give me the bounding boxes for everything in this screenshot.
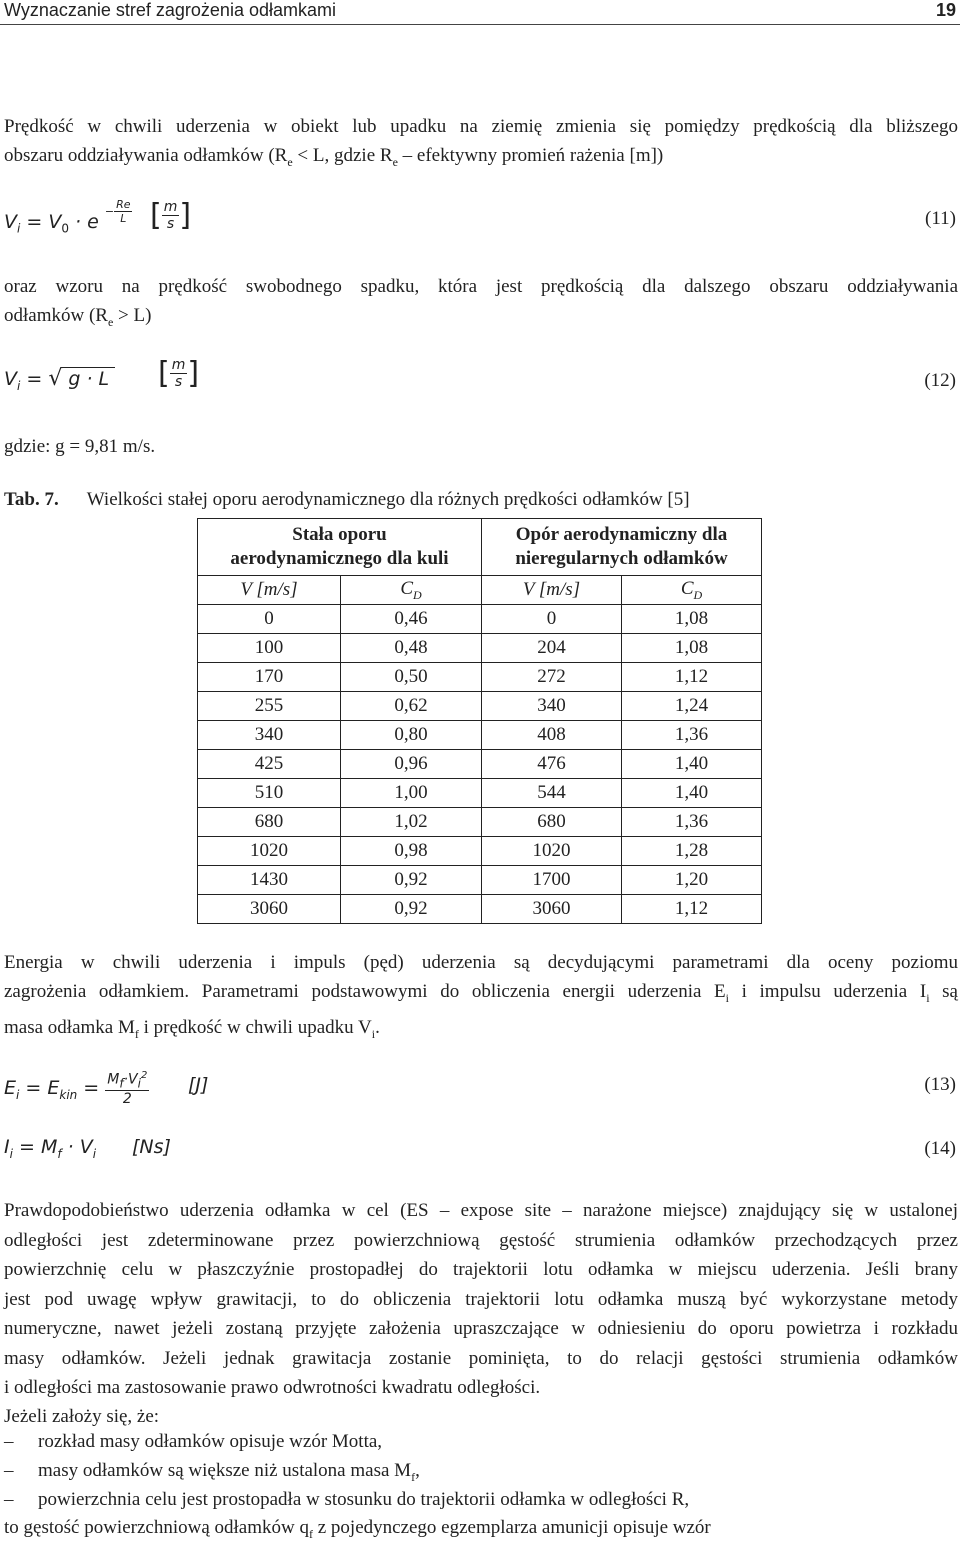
table-cell: 0,96: [341, 750, 482, 779]
table-cell: 1,12: [622, 895, 762, 924]
equation-14-number: (14): [924, 1138, 956, 1159]
table-cell: 0,46: [341, 605, 482, 634]
equation-14: $I_i = M_f \cdot V_i$: [4, 1136, 97, 1161]
table-column-header-row: [198, 576, 762, 605]
table-cell: 425: [198, 750, 341, 779]
table-cell: 1,36: [622, 808, 762, 837]
equation-11-number: (11): [925, 208, 956, 229]
table-cell: 1430: [198, 866, 341, 895]
table-cell: 1,28: [622, 837, 762, 866]
table-cell: 1020: [482, 837, 622, 866]
table-cell: 680: [482, 808, 622, 837]
paragraph-impact-velocity: Prędkość w chwili uderzenia w obiekt lub upadku na ziemię zmienia się pomiędzy prędkością dla bliższego obszaru oddziaływania odłamków ($R_e < L$, gdzie $R_e$ – efektywny promień rażenia [m]): [4, 116, 958, 169]
paragraph-probability: Prawdopodobieństwo uderzenia odłamka w cel (ES – expose site – narażone miejsce) znajdujący się w ustalonej odległości jest zdeterminowane przez powierzchniową gęstość strumienia odłamków przechodzących przez powierzchnię celu w płaszczyźnie prostopadłej do trajektorii lotu odłamka w miejscu uderzenia. Jeśli brany jest pod uwagę wpływ grawitacji, to do obliczenia trajektorii lotu odłamka muszą być wykorzystane metody numeryczne, nawet jeżeli zostaną przyjęte założenia upraszczające w odniesieniu do oporu powietrza i rozkładu masy odłamków. Jeżeli jednak grawitacja zostanie pominięta, to do relacji gęstości strumienia odłamków i odległości ma zastosowanie prawo odwrotności kwadratu odległości.: [4, 1200, 958, 1398]
table-cell: 1,12: [622, 663, 762, 692]
table-cell: 0: [482, 605, 622, 634]
table-cell: 408: [482, 721, 622, 750]
table-cell: 1,36: [622, 721, 762, 750]
table-cell: 0,80: [341, 721, 482, 750]
table-cell: 1700: [482, 866, 622, 895]
assumption-item: – masy odłamków są większe niż ustalona masa $M_f$,: [4, 1460, 420, 1484]
assumption-item: – rozkład masy odłamków opisuje wzór Motta,: [4, 1431, 383, 1452]
table-cell: 476: [482, 750, 622, 779]
equation-13-number: (13): [924, 1074, 956, 1095]
col-header-cd: $C_D$: [622, 576, 762, 605]
group-header-irregular: Opór aerodynamiczny dla nieregularnych odłamków: [482, 519, 762, 576]
table-cell: 255: [198, 692, 341, 721]
table-cell: 1,08: [622, 605, 762, 634]
drag-coefficient-table: [197, 518, 762, 924]
table-row: [198, 808, 762, 837]
table-row: [198, 692, 762, 721]
table-cell: 204: [482, 634, 622, 663]
equation-12-number: (12): [924, 370, 956, 391]
table-cell: 0,98: [341, 837, 482, 866]
table-caption-text: Wielkości stałej oporu aerodynamicznego dla różnych prędkości odłamków [5]: [86, 489, 690, 510]
table-row: [198, 866, 762, 895]
assumptions-intro: Jeżeli założy się, że:: [4, 1406, 160, 1427]
table-cell: 680: [198, 808, 341, 837]
page-header: [0, 0, 960, 25]
equation-12: $V_i$ = √ g · L: [4, 366, 115, 393]
table-cell: 0: [198, 605, 341, 634]
equation-13-unit: [J]: [188, 1074, 209, 1096]
table-cell: 1,08: [622, 634, 762, 663]
table-cell: 1,40: [622, 779, 762, 808]
equation-13: $E_i = E_{kin}$ = $\frac{M_f\cdot V_i^2}{2}$: [4, 1070, 148, 1108]
table-cell: 1,20: [622, 866, 762, 895]
table-cell: 0,62: [341, 692, 482, 721]
assumption-item: – powierzchnia celu jest prostopadła w stosunku do trajektorii odłamka w odległości R,: [4, 1489, 690, 1510]
page-number: 19: [935, 0, 956, 20]
equation-11: $V_i = V_0 \cdot e$ $^{- \frac{Re}{L}}$: [4, 198, 131, 236]
col-header-velocity: V [m/s]: [482, 576, 622, 605]
table-row: [198, 605, 762, 634]
table-cell: 1020: [198, 837, 341, 866]
table-cell: 1,00: [341, 779, 482, 808]
paragraph-density: to gęstość powierzchniową odłamków $q_f$ z pojedynczego egzemplarza amunicji opisuje wzór: [4, 1517, 711, 1541]
col-header-cd: $C_D$: [341, 576, 482, 605]
table-cell: 0,48: [341, 634, 482, 663]
table-row: [198, 895, 762, 924]
table-caption: [4, 489, 690, 511]
table-cell: 3060: [198, 895, 341, 924]
equation-11-unit: [ $\frac{m}{s}$ ]: [150, 198, 192, 233]
table-cell: 0,50: [341, 663, 482, 692]
table-row: [198, 837, 762, 866]
paragraph-free-fall: oraz wzoru na prędkość swobodnego spadku, która jest prędkością dla dalszego obszaru oddziaływania odłamków $(R_e > L)$: [4, 276, 958, 329]
col-header-velocity: V [m/s]: [198, 576, 341, 605]
table-cell: 544: [482, 779, 622, 808]
table-cell: 1,40: [622, 750, 762, 779]
table-cell: 1,02: [341, 808, 482, 837]
table-cell: 170: [198, 663, 341, 692]
table-row: [198, 750, 762, 779]
equation-12-unit: [ $\frac{m}{s}$ ]: [158, 356, 200, 391]
paragraph-energy: Energia w chwili uderzenia i impuls (pęd) uderzenia są decydującymi parametrami dla oceny poziomu zagrożenia odłamkiem. Parametrami podstawowymi do obliczenia energii uderzenia $E_i$ i impulsu uderzenia $I_i$ są masa odłamka $M_f$ i prędkość w chwili upadku $V_i$.: [4, 952, 958, 1041]
table-cell: 0,92: [341, 895, 482, 924]
table-cell: 340: [198, 721, 341, 750]
table-cell: 100: [198, 634, 341, 663]
table-cell: 340: [482, 692, 622, 721]
table-label: Tab. 7.: [4, 489, 59, 510]
table-group-header-row: [198, 519, 762, 576]
table-cell: 510: [198, 779, 341, 808]
table-cell: 1,24: [622, 692, 762, 721]
table-row: [198, 779, 762, 808]
table-cell: 3060: [482, 895, 622, 924]
table-row: [198, 663, 762, 692]
table-cell: 0,92: [341, 866, 482, 895]
table-row: [198, 634, 762, 663]
equation-14-unit: [Ns]: [132, 1136, 171, 1158]
table-cell: 272: [482, 663, 622, 692]
group-header-sphere: Stała oporu aerodynamicznego dla kuli: [198, 519, 482, 576]
table-row: [198, 721, 762, 750]
header-title: Wyznaczanie stref zagrożenia odłamkami: [4, 0, 336, 20]
gravity-note: gdzie: g = 9,81 m/s.: [4, 436, 156, 457]
